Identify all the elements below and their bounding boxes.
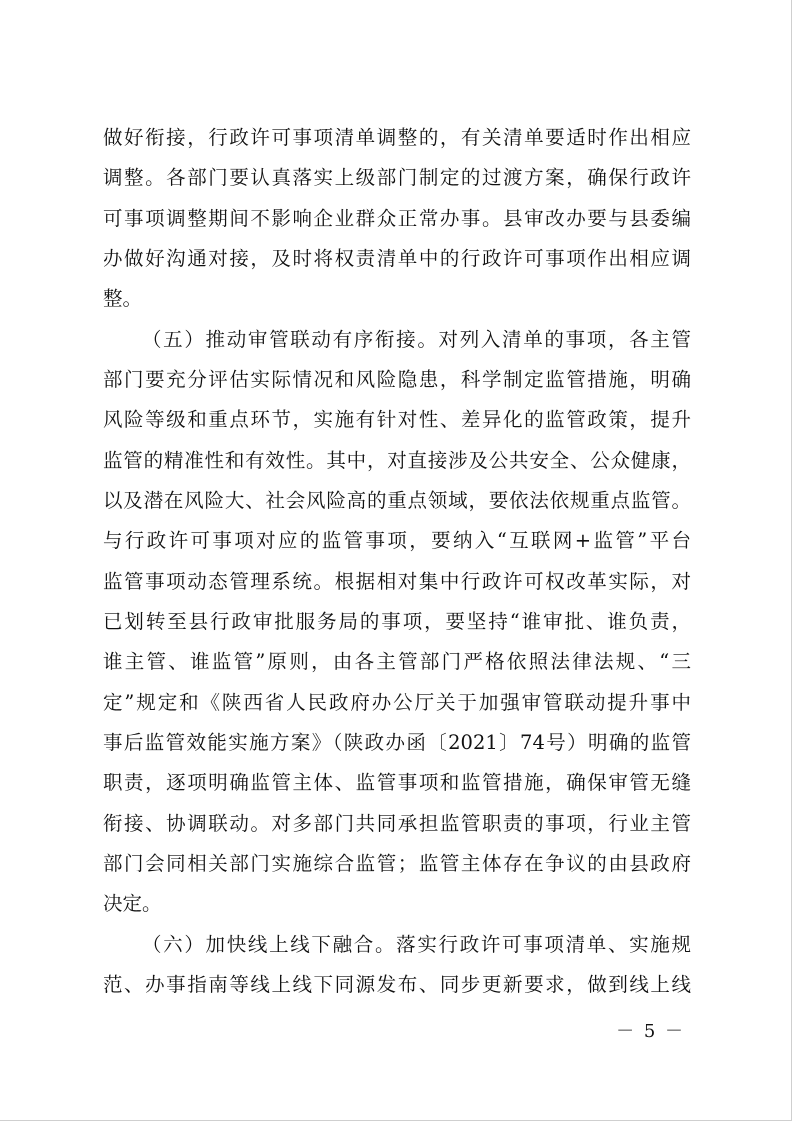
text-line: 决定。 [103,892,162,915]
text-line: 可事项调整期间不影响企业群众正常办事。县审改办要与县委编 [103,207,691,230]
text-line: 以及潜在风险大、社会风险高的重点领域，要依法依规重点监管。 [103,489,691,512]
text-line: 监管事项动态管理系统。根据相对集中行政许可权改革实际，对 [103,570,691,593]
text-line: 事后监管效能实施方案》（陕政办函〔2021〕74号）明确的监管 [103,731,691,754]
text-line: 办做好沟通对接，及时将权责清单中的行政许可事项作出相应调 [103,247,691,270]
text-line: 风险等级和重点环节，实施有针对性、差异化的监管政策，提升 [103,408,691,431]
text-line: 已划转至县行政审批服务局的事项，要坚持“谁审批、谁负责， [103,610,691,633]
text-line: 职责，逐项明确监管主体、监管事项和监管措施，确保审管无缝 [103,771,691,794]
text-line: 谁主管、谁监管”原则，由各主管部门严格依照法律法规、“三 [103,650,691,673]
paragraph-heading-line: （五）推动审管联动有序衔接。对列入清单的事项，各主管 [142,328,691,351]
page-number: － 5 － [616,1021,685,1042]
text-line: 范、办事指南等线上线下同源发布、同步更新要求，做到线上线 [103,973,691,996]
text-line: 监管的精准性和有效性。其中，对直接涉及公共安全、公众健康， [103,449,691,472]
paragraph-heading-line: （六）加快线上线下融合。落实行政许可事项清单、实施规 [142,933,691,956]
text-line: 做好衔接，行政许可事项清单调整的，有关清单要适时作出相应 [103,126,691,149]
text-line: 调整。各部门要认真落实上级部门制定的过渡方案，确保行政许 [103,166,691,189]
text-line: 与行政许可事项对应的监管事项，要纳入“互联网+监管”平台 [103,529,691,552]
text-line: 整。 [103,287,143,310]
text-line: 定”规定和《陕西省人民政府办公厅关于加强审管联动提升事中 [103,691,691,714]
text-line: 部门会同相关部门实施综合监管；监管主体存在争议的由县政府 [103,852,691,875]
text-line: 部门要充分评估实际情况和风险隐患，科学制定监管措施，明确 [103,368,691,391]
text-line: 衔接、协调联动。对多部门共同承担监管职责的事项，行业主管 [103,812,691,835]
